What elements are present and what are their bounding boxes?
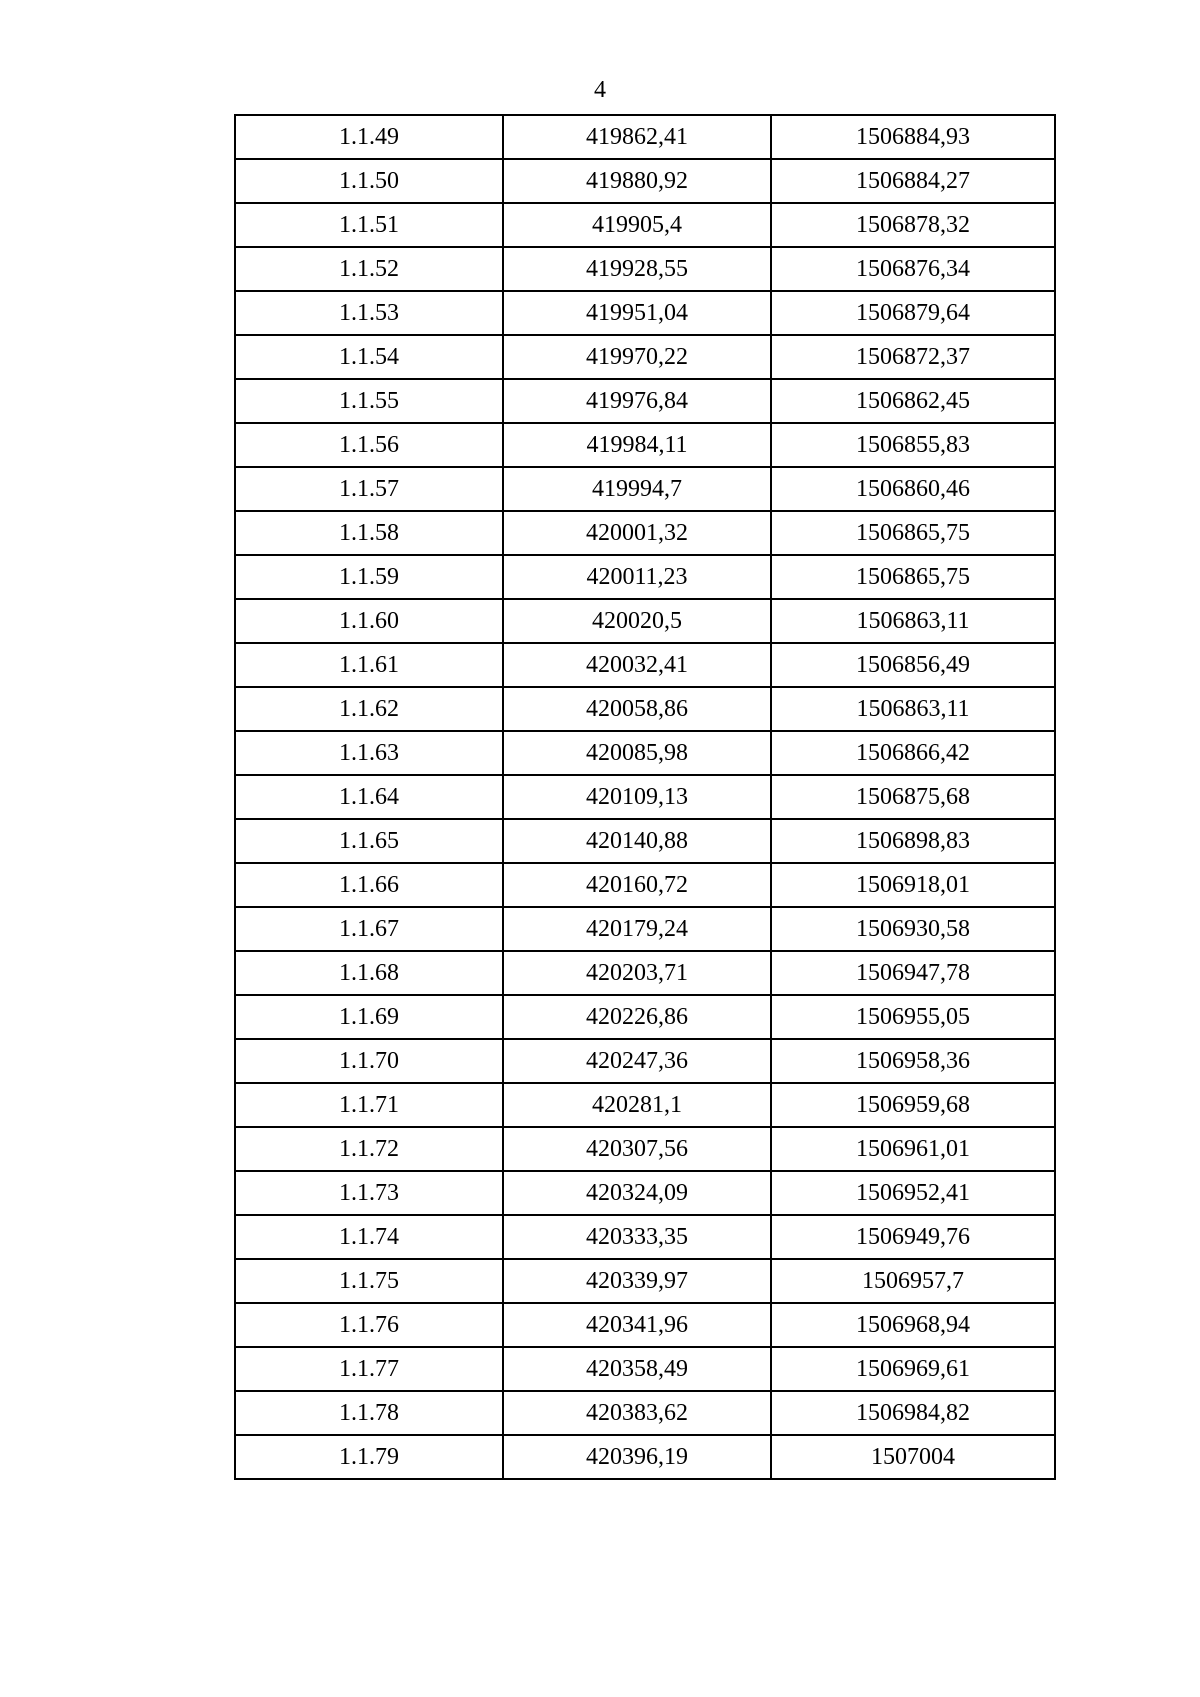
y-coordinate-cell: 1506958,36 xyxy=(771,1039,1055,1083)
point-number-cell: 1.1.73 xyxy=(235,1171,503,1215)
y-coordinate-cell: 1506969,61 xyxy=(771,1347,1055,1391)
y-coordinate-cell: 1506961,01 xyxy=(771,1127,1055,1171)
table-row xyxy=(235,1303,1055,1347)
point-number-cell: 1.1.78 xyxy=(235,1391,503,1435)
x-coordinate-cell: 420203,71 xyxy=(503,951,771,995)
y-coordinate-cell: 1506875,68 xyxy=(771,775,1055,819)
point-number-cell: 1.1.58 xyxy=(235,511,503,555)
point-number-cell: 1.1.54 xyxy=(235,335,503,379)
coordinates-table-body xyxy=(235,115,1055,1479)
point-number-cell: 1.1.55 xyxy=(235,379,503,423)
table-row xyxy=(235,731,1055,775)
y-coordinate-cell: 1506878,32 xyxy=(771,203,1055,247)
y-coordinate-cell: 1506947,78 xyxy=(771,951,1055,995)
table-row xyxy=(235,907,1055,951)
x-coordinate-cell: 420307,56 xyxy=(503,1127,771,1171)
table-row xyxy=(235,1435,1055,1479)
x-coordinate-cell: 420032,41 xyxy=(503,643,771,687)
y-coordinate-cell: 1506884,27 xyxy=(771,159,1055,203)
x-coordinate-cell: 419905,4 xyxy=(503,203,771,247)
table-row xyxy=(235,863,1055,907)
point-number-cell: 1.1.76 xyxy=(235,1303,503,1347)
point-number-cell: 1.1.65 xyxy=(235,819,503,863)
x-coordinate-cell: 419976,84 xyxy=(503,379,771,423)
table-row xyxy=(235,423,1055,467)
point-number-cell: 1.1.61 xyxy=(235,643,503,687)
y-coordinate-cell: 1506862,45 xyxy=(771,379,1055,423)
x-coordinate-cell: 420085,98 xyxy=(503,731,771,775)
y-coordinate-cell: 1506863,11 xyxy=(771,599,1055,643)
y-coordinate-cell: 1506884,93 xyxy=(771,115,1055,159)
x-coordinate-cell: 419928,55 xyxy=(503,247,771,291)
table-row xyxy=(235,995,1055,1039)
point-number-cell: 1.1.75 xyxy=(235,1259,503,1303)
x-coordinate-cell: 420109,13 xyxy=(503,775,771,819)
y-coordinate-cell: 1506872,37 xyxy=(771,335,1055,379)
y-coordinate-cell: 1506952,41 xyxy=(771,1171,1055,1215)
y-coordinate-cell: 1506968,94 xyxy=(771,1303,1055,1347)
y-coordinate-cell: 1506865,75 xyxy=(771,511,1055,555)
table-row xyxy=(235,159,1055,203)
y-coordinate-cell: 1506865,75 xyxy=(771,555,1055,599)
x-coordinate-cell: 420247,36 xyxy=(503,1039,771,1083)
point-number-cell: 1.1.63 xyxy=(235,731,503,775)
x-coordinate-cell: 420396,19 xyxy=(503,1435,771,1479)
x-coordinate-cell: 420333,35 xyxy=(503,1215,771,1259)
table-row xyxy=(235,775,1055,819)
point-number-cell: 1.1.71 xyxy=(235,1083,503,1127)
table-row xyxy=(235,1171,1055,1215)
table-row xyxy=(235,687,1055,731)
x-coordinate-cell: 420160,72 xyxy=(503,863,771,907)
x-coordinate-cell: 420324,09 xyxy=(503,1171,771,1215)
table-row xyxy=(235,1083,1055,1127)
x-coordinate-cell: 420341,96 xyxy=(503,1303,771,1347)
y-coordinate-cell: 1506957,7 xyxy=(771,1259,1055,1303)
point-number-cell: 1.1.50 xyxy=(235,159,503,203)
point-number-cell: 1.1.59 xyxy=(235,555,503,599)
y-coordinate-cell: 1506930,58 xyxy=(771,907,1055,951)
point-number-cell: 1.1.64 xyxy=(235,775,503,819)
point-number-cell: 1.1.56 xyxy=(235,423,503,467)
table-row xyxy=(235,1259,1055,1303)
y-coordinate-cell: 1507004 xyxy=(771,1435,1055,1479)
x-coordinate-cell: 419951,04 xyxy=(503,291,771,335)
table-row xyxy=(235,335,1055,379)
x-coordinate-cell: 420001,32 xyxy=(503,511,771,555)
point-number-cell: 1.1.79 xyxy=(235,1435,503,1479)
y-coordinate-cell: 1506898,83 xyxy=(771,819,1055,863)
page-number: 4 xyxy=(594,77,606,103)
table-row xyxy=(235,247,1055,291)
point-number-cell: 1.1.53 xyxy=(235,291,503,335)
y-coordinate-cell: 1506959,68 xyxy=(771,1083,1055,1127)
x-coordinate-cell: 420226,86 xyxy=(503,995,771,1039)
table-row xyxy=(235,1215,1055,1259)
x-coordinate-cell: 419984,11 xyxy=(503,423,771,467)
table-row xyxy=(235,115,1055,159)
point-number-cell: 1.1.60 xyxy=(235,599,503,643)
table-row xyxy=(235,951,1055,995)
table-row xyxy=(235,1039,1055,1083)
x-coordinate-cell: 420020,5 xyxy=(503,599,771,643)
point-number-cell: 1.1.62 xyxy=(235,687,503,731)
table-row xyxy=(235,1127,1055,1171)
y-coordinate-cell: 1506860,46 xyxy=(771,467,1055,511)
table-row xyxy=(235,1347,1055,1391)
y-coordinate-cell: 1506918,01 xyxy=(771,863,1055,907)
point-number-cell: 1.1.74 xyxy=(235,1215,503,1259)
x-coordinate-cell: 420339,97 xyxy=(503,1259,771,1303)
table-row xyxy=(235,379,1055,423)
x-coordinate-cell: 419970,22 xyxy=(503,335,771,379)
table-row xyxy=(235,555,1055,599)
x-coordinate-cell: 419862,41 xyxy=(503,115,771,159)
y-coordinate-cell: 1506863,11 xyxy=(771,687,1055,731)
point-number-cell: 1.1.70 xyxy=(235,1039,503,1083)
table-row xyxy=(235,643,1055,687)
table-row xyxy=(235,511,1055,555)
point-number-cell: 1.1.57 xyxy=(235,467,503,511)
y-coordinate-cell: 1506866,42 xyxy=(771,731,1055,775)
point-number-cell: 1.1.72 xyxy=(235,1127,503,1171)
point-number-cell: 1.1.69 xyxy=(235,995,503,1039)
x-coordinate-cell: 420358,49 xyxy=(503,1347,771,1391)
table-row xyxy=(235,599,1055,643)
coordinates-table xyxy=(234,114,1056,1480)
y-coordinate-cell: 1506984,82 xyxy=(771,1391,1055,1435)
point-number-cell: 1.1.66 xyxy=(235,863,503,907)
y-coordinate-cell: 1506949,76 xyxy=(771,1215,1055,1259)
table-row xyxy=(235,291,1055,335)
x-coordinate-cell: 419880,92 xyxy=(503,159,771,203)
y-coordinate-cell: 1506856,49 xyxy=(771,643,1055,687)
point-number-cell: 1.1.49 xyxy=(235,115,503,159)
x-coordinate-cell: 419994,7 xyxy=(503,467,771,511)
y-coordinate-cell: 1506876,34 xyxy=(771,247,1055,291)
table-row xyxy=(235,819,1055,863)
x-coordinate-cell: 420011,23 xyxy=(503,555,771,599)
table-row xyxy=(235,203,1055,247)
x-coordinate-cell: 420179,24 xyxy=(503,907,771,951)
point-number-cell: 1.1.67 xyxy=(235,907,503,951)
table-row xyxy=(235,1391,1055,1435)
point-number-cell: 1.1.77 xyxy=(235,1347,503,1391)
y-coordinate-cell: 1506955,05 xyxy=(771,995,1055,1039)
x-coordinate-cell: 420058,86 xyxy=(503,687,771,731)
x-coordinate-cell: 420383,62 xyxy=(503,1391,771,1435)
table-row xyxy=(235,467,1055,511)
x-coordinate-cell: 420140,88 xyxy=(503,819,771,863)
point-number-cell: 1.1.68 xyxy=(235,951,503,995)
point-number-cell: 1.1.52 xyxy=(235,247,503,291)
y-coordinate-cell: 1506879,64 xyxy=(771,291,1055,335)
point-number-cell: 1.1.51 xyxy=(235,203,503,247)
y-coordinate-cell: 1506855,83 xyxy=(771,423,1055,467)
x-coordinate-cell: 420281,1 xyxy=(503,1083,771,1127)
